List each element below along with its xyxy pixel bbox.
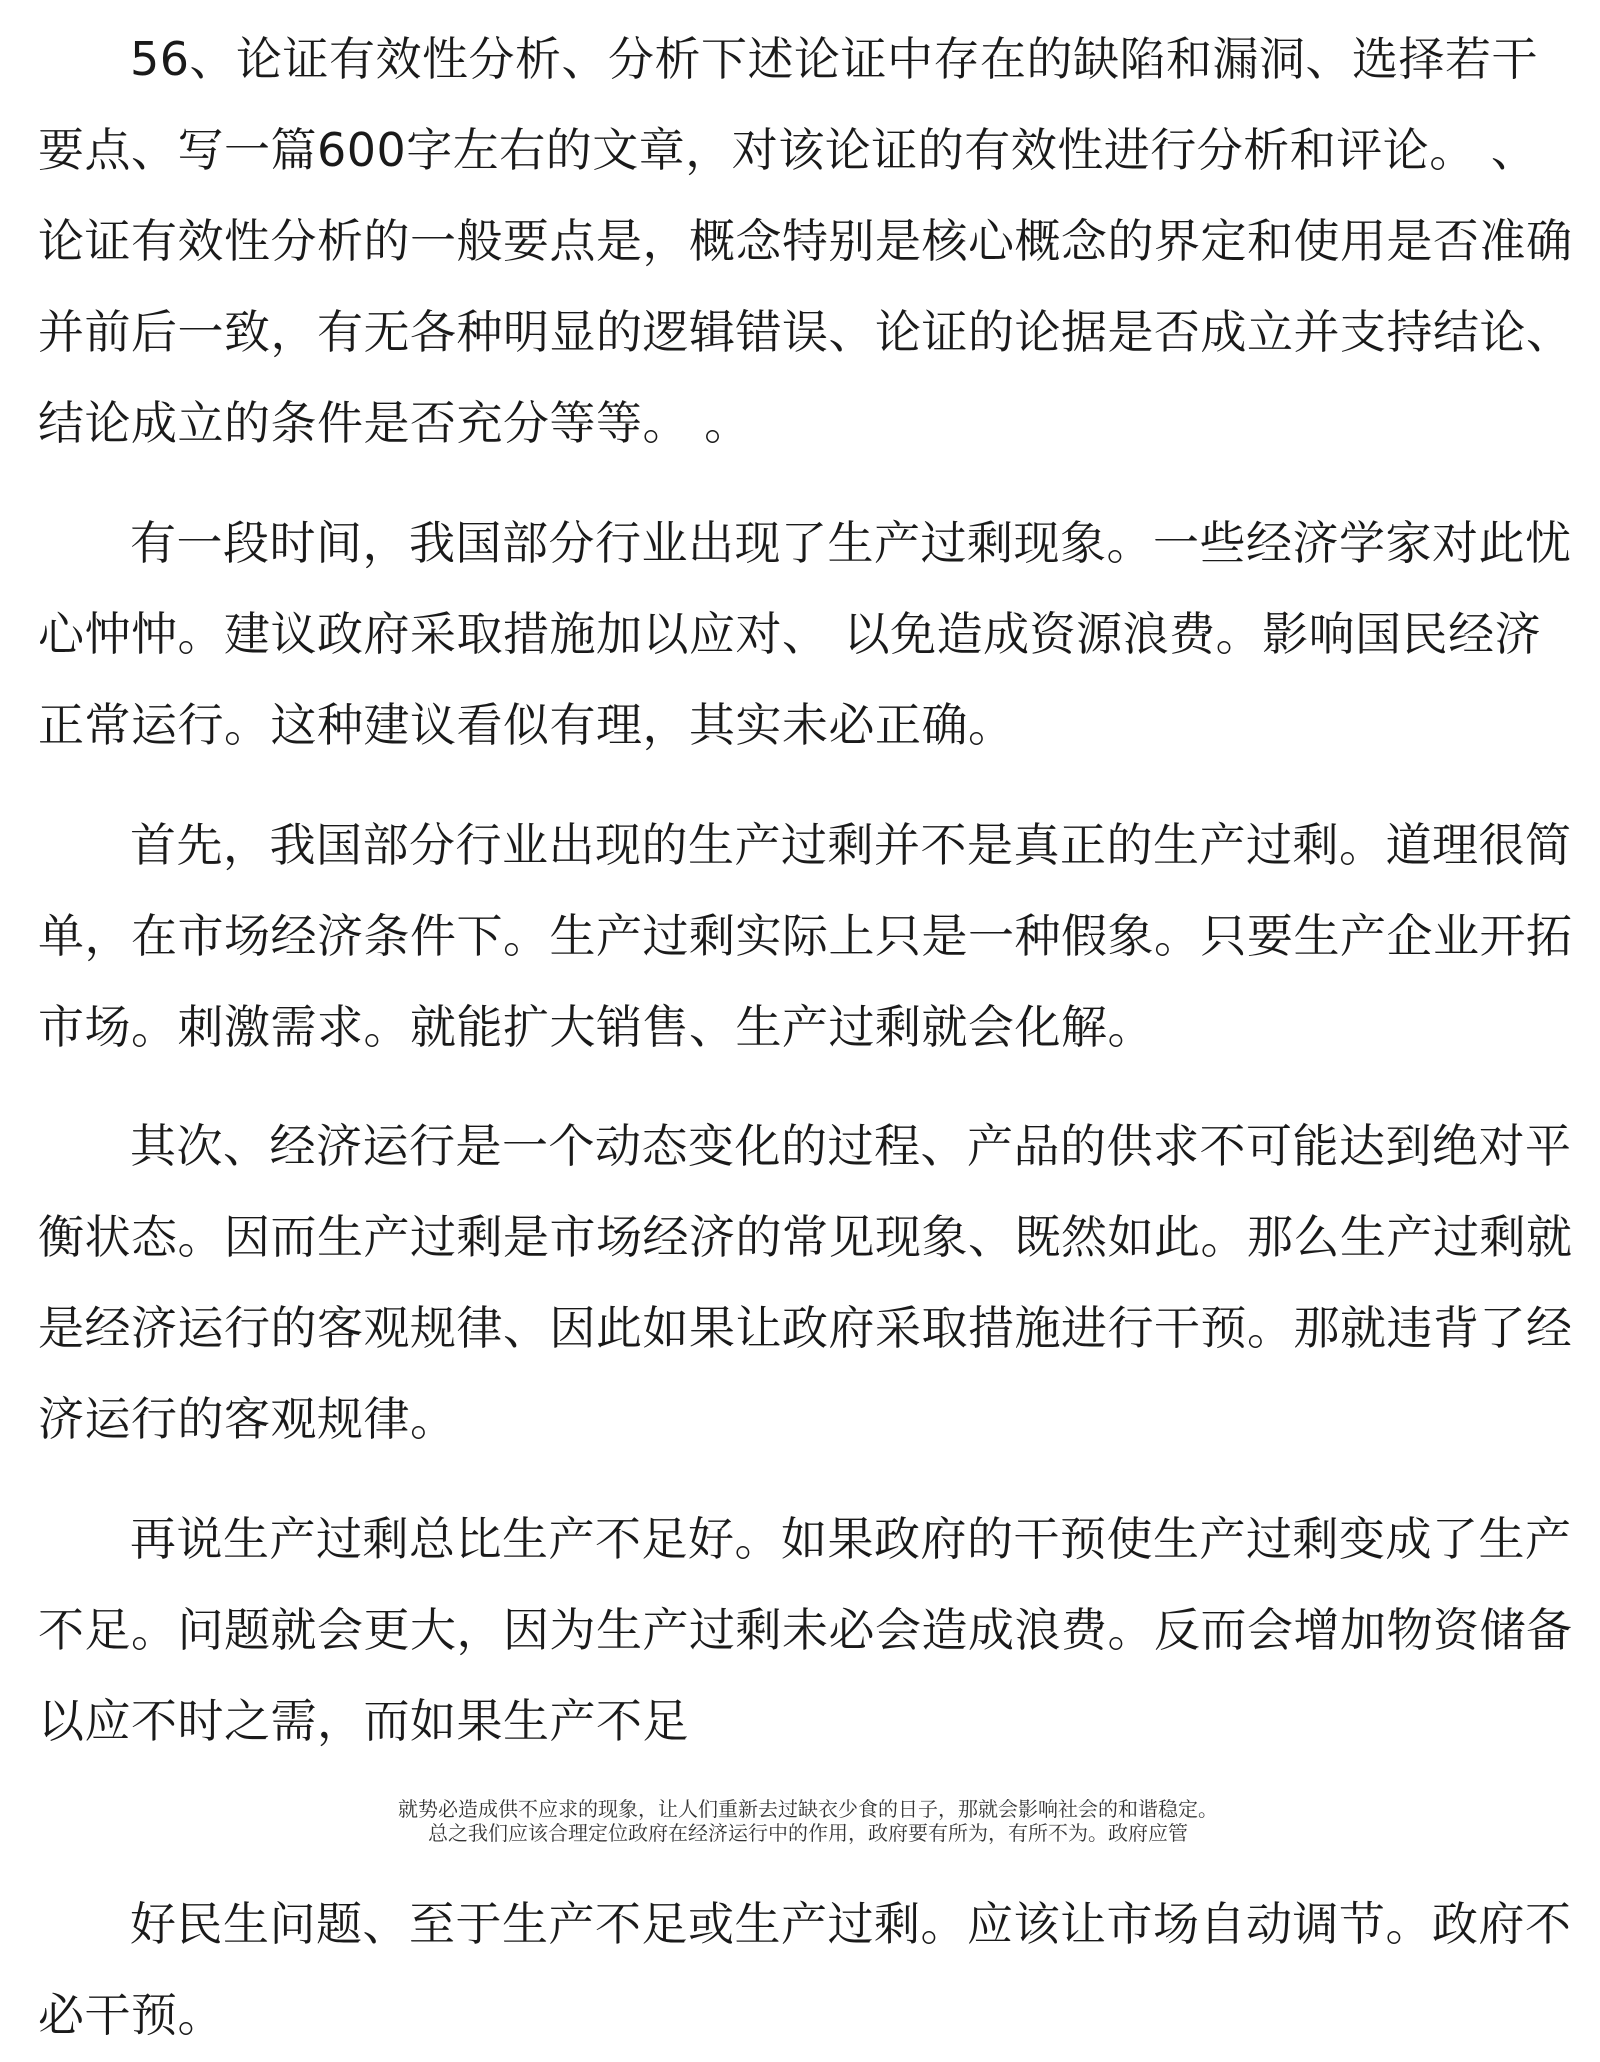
small-print-line: 总之我们应该合理定位政府在经济运行中的作用，政府要有所为，有所不为。政府应管 xyxy=(428,1821,1188,1845)
document-body xyxy=(38,14,1578,2061)
paragraph-second-point: 其次、经济运行是一个动态变化的过程、产品的供求不可能达到绝对平衡状态。因而生产过剩是市场经济的常见现象、既然如此。那么生产过剩就是经济运行的客观规律、因此如果让政府采取措施进行干预。那就违背了经济运行的客观规律。 xyxy=(38,1119,1573,1446)
paragraph-first-point: 首先，我国部分行业出现的生产过剩并不是真正的生产过剩。道理很简单，在市场经济条件下。生产过剩实际上只是一种假象。只要生产企业开拓市场。刺激需求。就能扩大销售、生产过剩就会化解。 xyxy=(38,818,1573,1054)
paragraph-conclusion: 好民生问题、至于生产不足或生产过剩。应该让市场自动调节。政府不必干预。 xyxy=(38,1897,1572,2042)
paragraph-third-point: 再说生产过剩总比生产不足好。如果政府的干预使生产过剩变成了生产不足。问题就会更大，因为生产过剩未必会造成浪费。反而会增加物资储备以应不时之需，而如果生产不足 xyxy=(38,1512,1573,1748)
paragraph-intro: 有一段时间，我国部分行业出现了生产过剩现象。一些经济学家对此忧心忡忡。建议政府采取措施加以应对、 以免造成资源浪费。影响国民经济正常运行。这种建议看似有理，其实未必正确。 xyxy=(38,516,1572,752)
small-print-line: 就势必造成供不应求的现象，让人们重新去过缺衣少食的日子，那就会影响社会的和谐稳定。 xyxy=(398,1797,1218,1821)
small-print-note xyxy=(38,1797,1578,1845)
paragraph-instructions: 56、论证有效性分析、分析下述论证中存在的缺陷和漏洞、选择若干要点、写一篇600字左右的文章，对该论证的有效性进行分析和评论。 、论证有效性分析的一般要点是，概念特别是核心概念的界定和使用是否准确并前后一致，有无各种明显的逻辑错误、论证的论据是否成立并支持结论、结论成立的条件是否充分等等。 。 xyxy=(38,32,1573,450)
